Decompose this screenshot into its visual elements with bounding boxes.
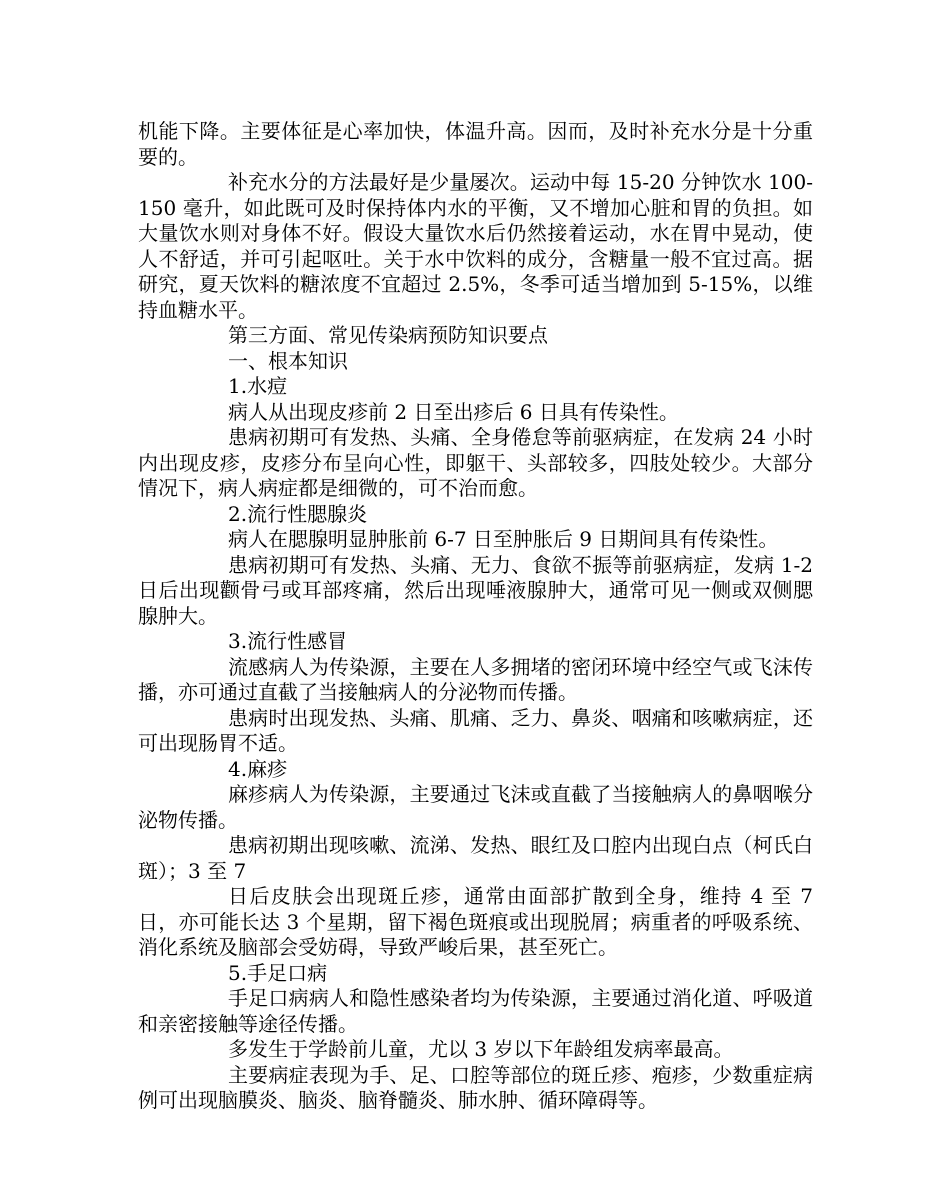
paragraph: 补充水分的方法最好是少量屡次。运动中每 15-20 分钟饮水 100-150 毫升，如此既可及时保持体内水的平衡，又不增加心脏和胃的负担。如大量饮水则对身体不好。假设大量饮水后仍然接着运动，水在胃中晃动，使人不舒适，并可引起呕吐。关于水中饮料的成分，含糖量一般不宜过高。据研究，夏天饮料的糖浓度不宜超过 2.5%，冬季可适当增加到 5-15%，以维持血糖水平。 — [138, 170, 813, 322]
paragraph: 患病初期可有发热、头痛、无力、食欲不振等前驱病症，发病 1-2 日后出现颧骨弓或耳部疼痛，然后出现唾液腺肿大，通常可见一侧或双侧腮腺肿大。 — [138, 552, 813, 628]
item-heading-influenza: 3.流行性感冒 — [228, 629, 348, 653]
paragraph: 麻疹病人为传染源，主要通过飞沫或直截了当接触病人的鼻咽喉分泌物传播。 — [138, 782, 813, 832]
paragraph: 患病初期出现咳嗽、流涕、发热、眼红及口腔内出现白点（柯氏白斑）；3 至 7 — [138, 833, 813, 883]
paragraph: 日后皮肤会出现斑丘疹，通常由面部扩散到全身，维持 4 至 7 日，亦可能长达 3 个星期，留下褐色斑痕或出现脱屑；病重者的呼吸系统、消化系统及脑部会受妨碍，导致严峻后果，甚至死亡。 — [138, 884, 813, 959]
paragraph: 病人在腮腺明显肿胀前 6-7 日至肿胀后 9 日期间具有传染性。 — [228, 527, 779, 551]
paragraph: 病人从出现皮疹前 2 日至出疹后 6 日具有传染性。 — [228, 399, 679, 424]
paragraph: 主要病症表现为手、足、口腔等部位的斑丘疹、疱疹，少数重症病例可出现脑膜炎、脑炎、脑脊髓炎、肺水肿、循环障碍等。 — [138, 1062, 813, 1112]
document-body — [138, 119, 813, 1114]
paragraph: 多发生于学龄前儿童，尤以 3 岁以下年龄组发病率最高。 — [228, 1037, 734, 1061]
paragraph: 流感病人为传染源，主要在人多拥堵的密闭环境中经空气或飞沫传播，亦可通过直截了当接触病人的分泌物而传播。 — [138, 654, 813, 704]
item-heading-mumps: 2.流行性腮腺炎 — [228, 501, 368, 526]
section-heading: 第三方面、常见传染病预防知识要点 — [228, 323, 548, 347]
item-heading-chickenpox: 1.水痘 — [228, 374, 288, 398]
subsection-heading: 一、根本知识 — [228, 348, 348, 373]
paragraph: 患病初期可有发热、头痛、全身倦怠等前驱病症，在发病 24 小时内出现皮疹，皮疹分布呈向心性，即躯干、头部较多，四肢处较少。大部分情况下，病人病症都是细微的，可不治而愈。 — [138, 425, 813, 500]
item-heading-measles: 4.麻疹 — [228, 756, 288, 781]
paragraph: 手足口病病人和隐性感染者均为传染源，主要通过消化道、呼吸道和亲密接触等途径传播。 — [138, 986, 813, 1036]
item-heading-hfmd: 5.手足口病 — [228, 960, 328, 985]
paragraph: 患病时出现发热、头痛、肌痛、乏力、鼻炎、咽痛和咳嗽病症，还可出现肠胃不适。 — [138, 705, 813, 755]
paragraph: 机能下降。主要体征是心率加快，体温升高。因而，及时补充水分是十分重要的。 — [138, 119, 813, 169]
